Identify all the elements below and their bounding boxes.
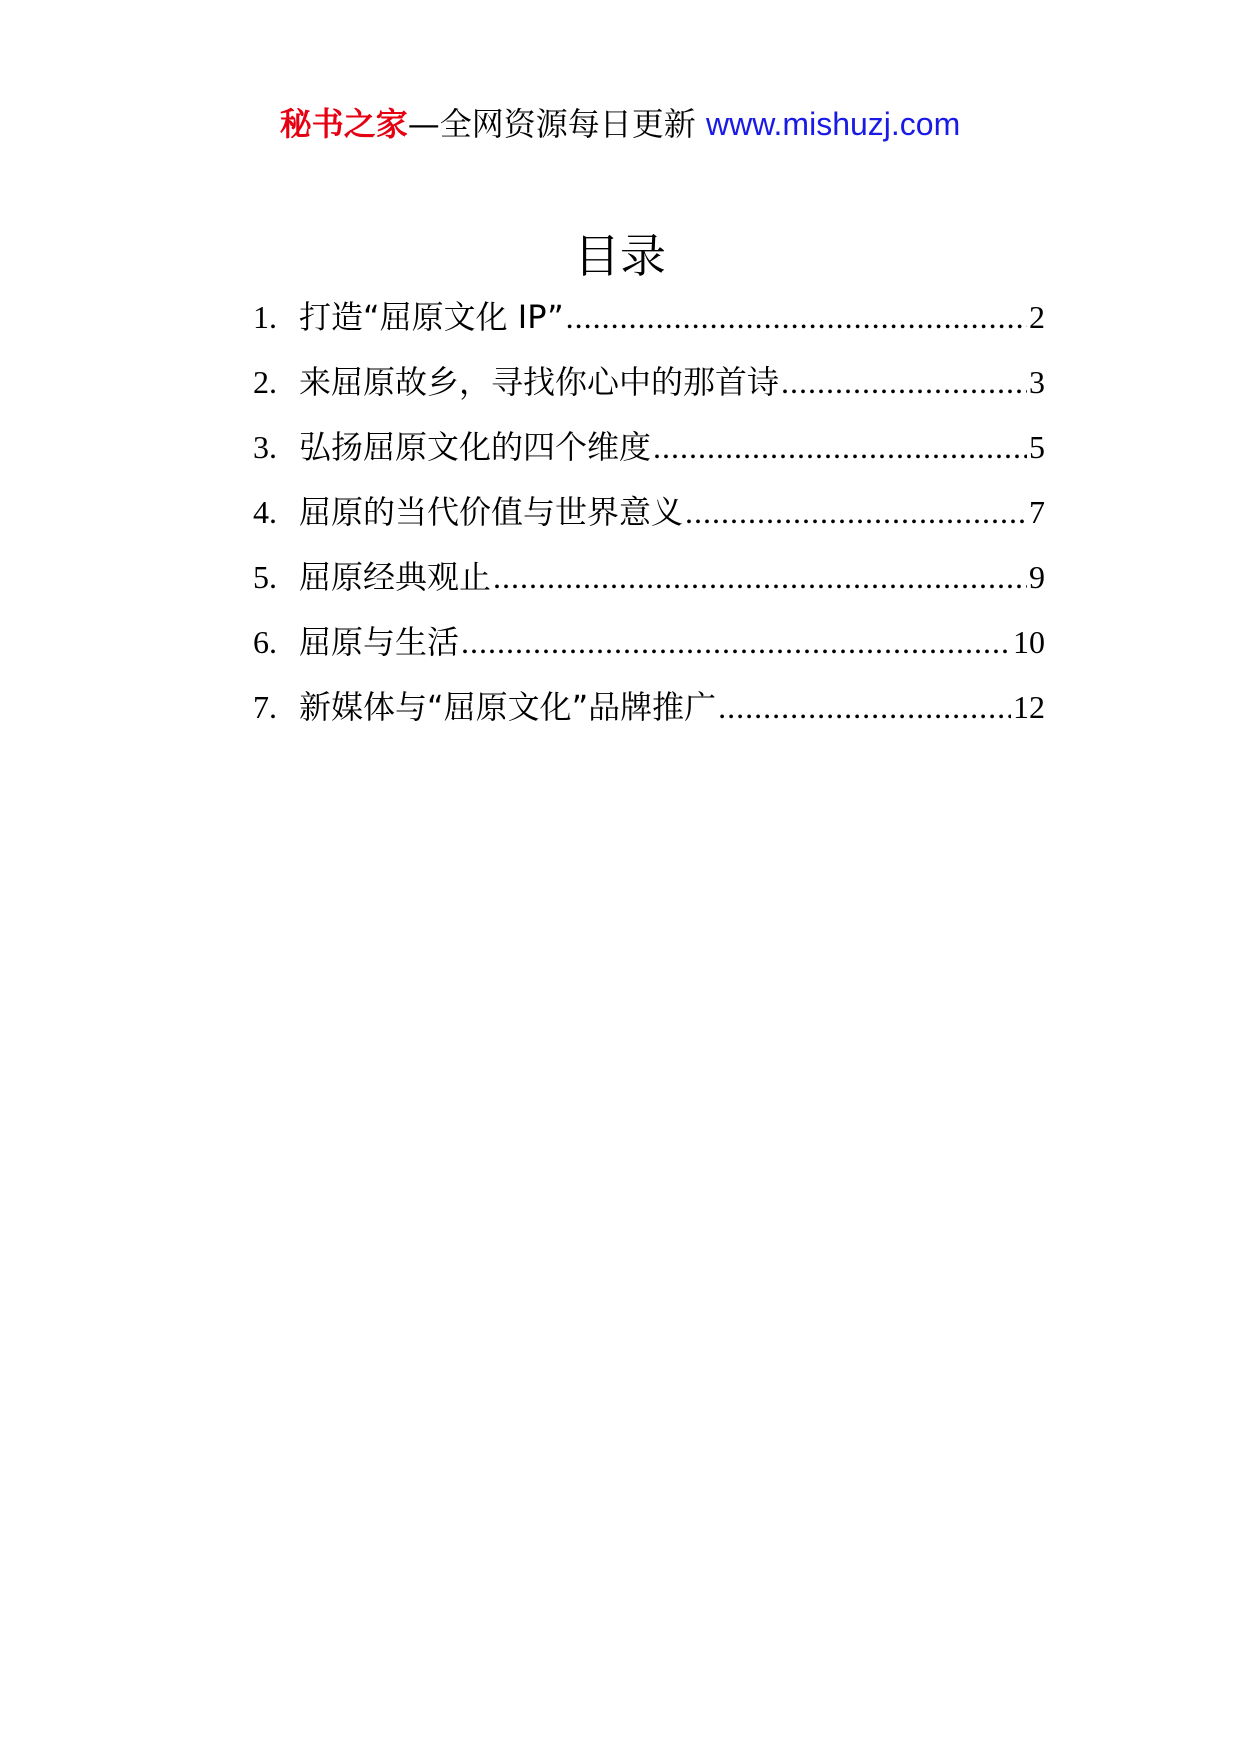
toc-entry-title: 屈原经典观止 <box>299 558 492 596</box>
toc-entry[interactable] <box>253 683 1045 748</box>
toc-entry[interactable] <box>253 293 1045 358</box>
toc-entry-number: 5. <box>253 559 277 595</box>
toc-entry-title: 屈原的当代价值与世界意义 <box>299 493 684 531</box>
site-slogan: —全网资源每日更新 <box>407 105 696 143</box>
toc-entry-number: 6. <box>253 624 277 660</box>
toc-dot-leader <box>718 683 1011 731</box>
toc-entry-number: 1. <box>253 299 277 335</box>
toc-entry[interactable] <box>253 553 1045 618</box>
toc-dot-leader <box>685 488 1027 536</box>
toc-entry-number: 3. <box>253 429 277 465</box>
toc-entry-title: 新媒体与“屈原文化”品牌推广 <box>299 688 717 726</box>
site-brand: 秘书之家 <box>279 105 408 143</box>
toc-entry-page: 2 <box>1029 299 1045 335</box>
toc-entry-page: 5 <box>1029 429 1045 465</box>
toc-entry[interactable] <box>253 618 1045 683</box>
toc-dot-leader <box>653 423 1027 471</box>
toc-entry-title: 打造“屈原文化 IP” <box>299 298 564 336</box>
toc-dot-leader <box>461 618 1011 666</box>
toc-entry-page: 7 <box>1029 494 1045 530</box>
toc-entry-page: 9 <box>1029 559 1045 595</box>
toc-entry-title: 来屈原故乡，寻找你心中的那首诗 <box>299 363 780 401</box>
toc-dot-leader <box>781 358 1027 406</box>
toc-dot-leader <box>493 553 1027 601</box>
toc-entry-page: 12 <box>1013 689 1045 725</box>
toc-entry-title: 弘扬屈原文化的四个维度 <box>299 428 652 466</box>
toc-entry-page: 10 <box>1013 624 1045 660</box>
site-header <box>0 100 1240 148</box>
toc-entry[interactable] <box>253 358 1045 423</box>
site-url-link[interactable]: www.mishuzj.com <box>705 106 961 142</box>
toc-entry-number: 2. <box>253 364 277 400</box>
toc-title: 目录 <box>574 229 666 283</box>
toc-entry-number: 4. <box>253 494 277 530</box>
toc-entry-title: 屈原与生活 <box>299 623 460 661</box>
toc-entry[interactable] <box>253 488 1045 553</box>
toc-entry-number: 7. <box>253 689 277 725</box>
toc-dot-leader <box>566 293 1027 341</box>
table-of-contents <box>253 293 1045 748</box>
toc-entry-page: 3 <box>1029 364 1045 400</box>
toc-entry[interactable] <box>253 423 1045 488</box>
